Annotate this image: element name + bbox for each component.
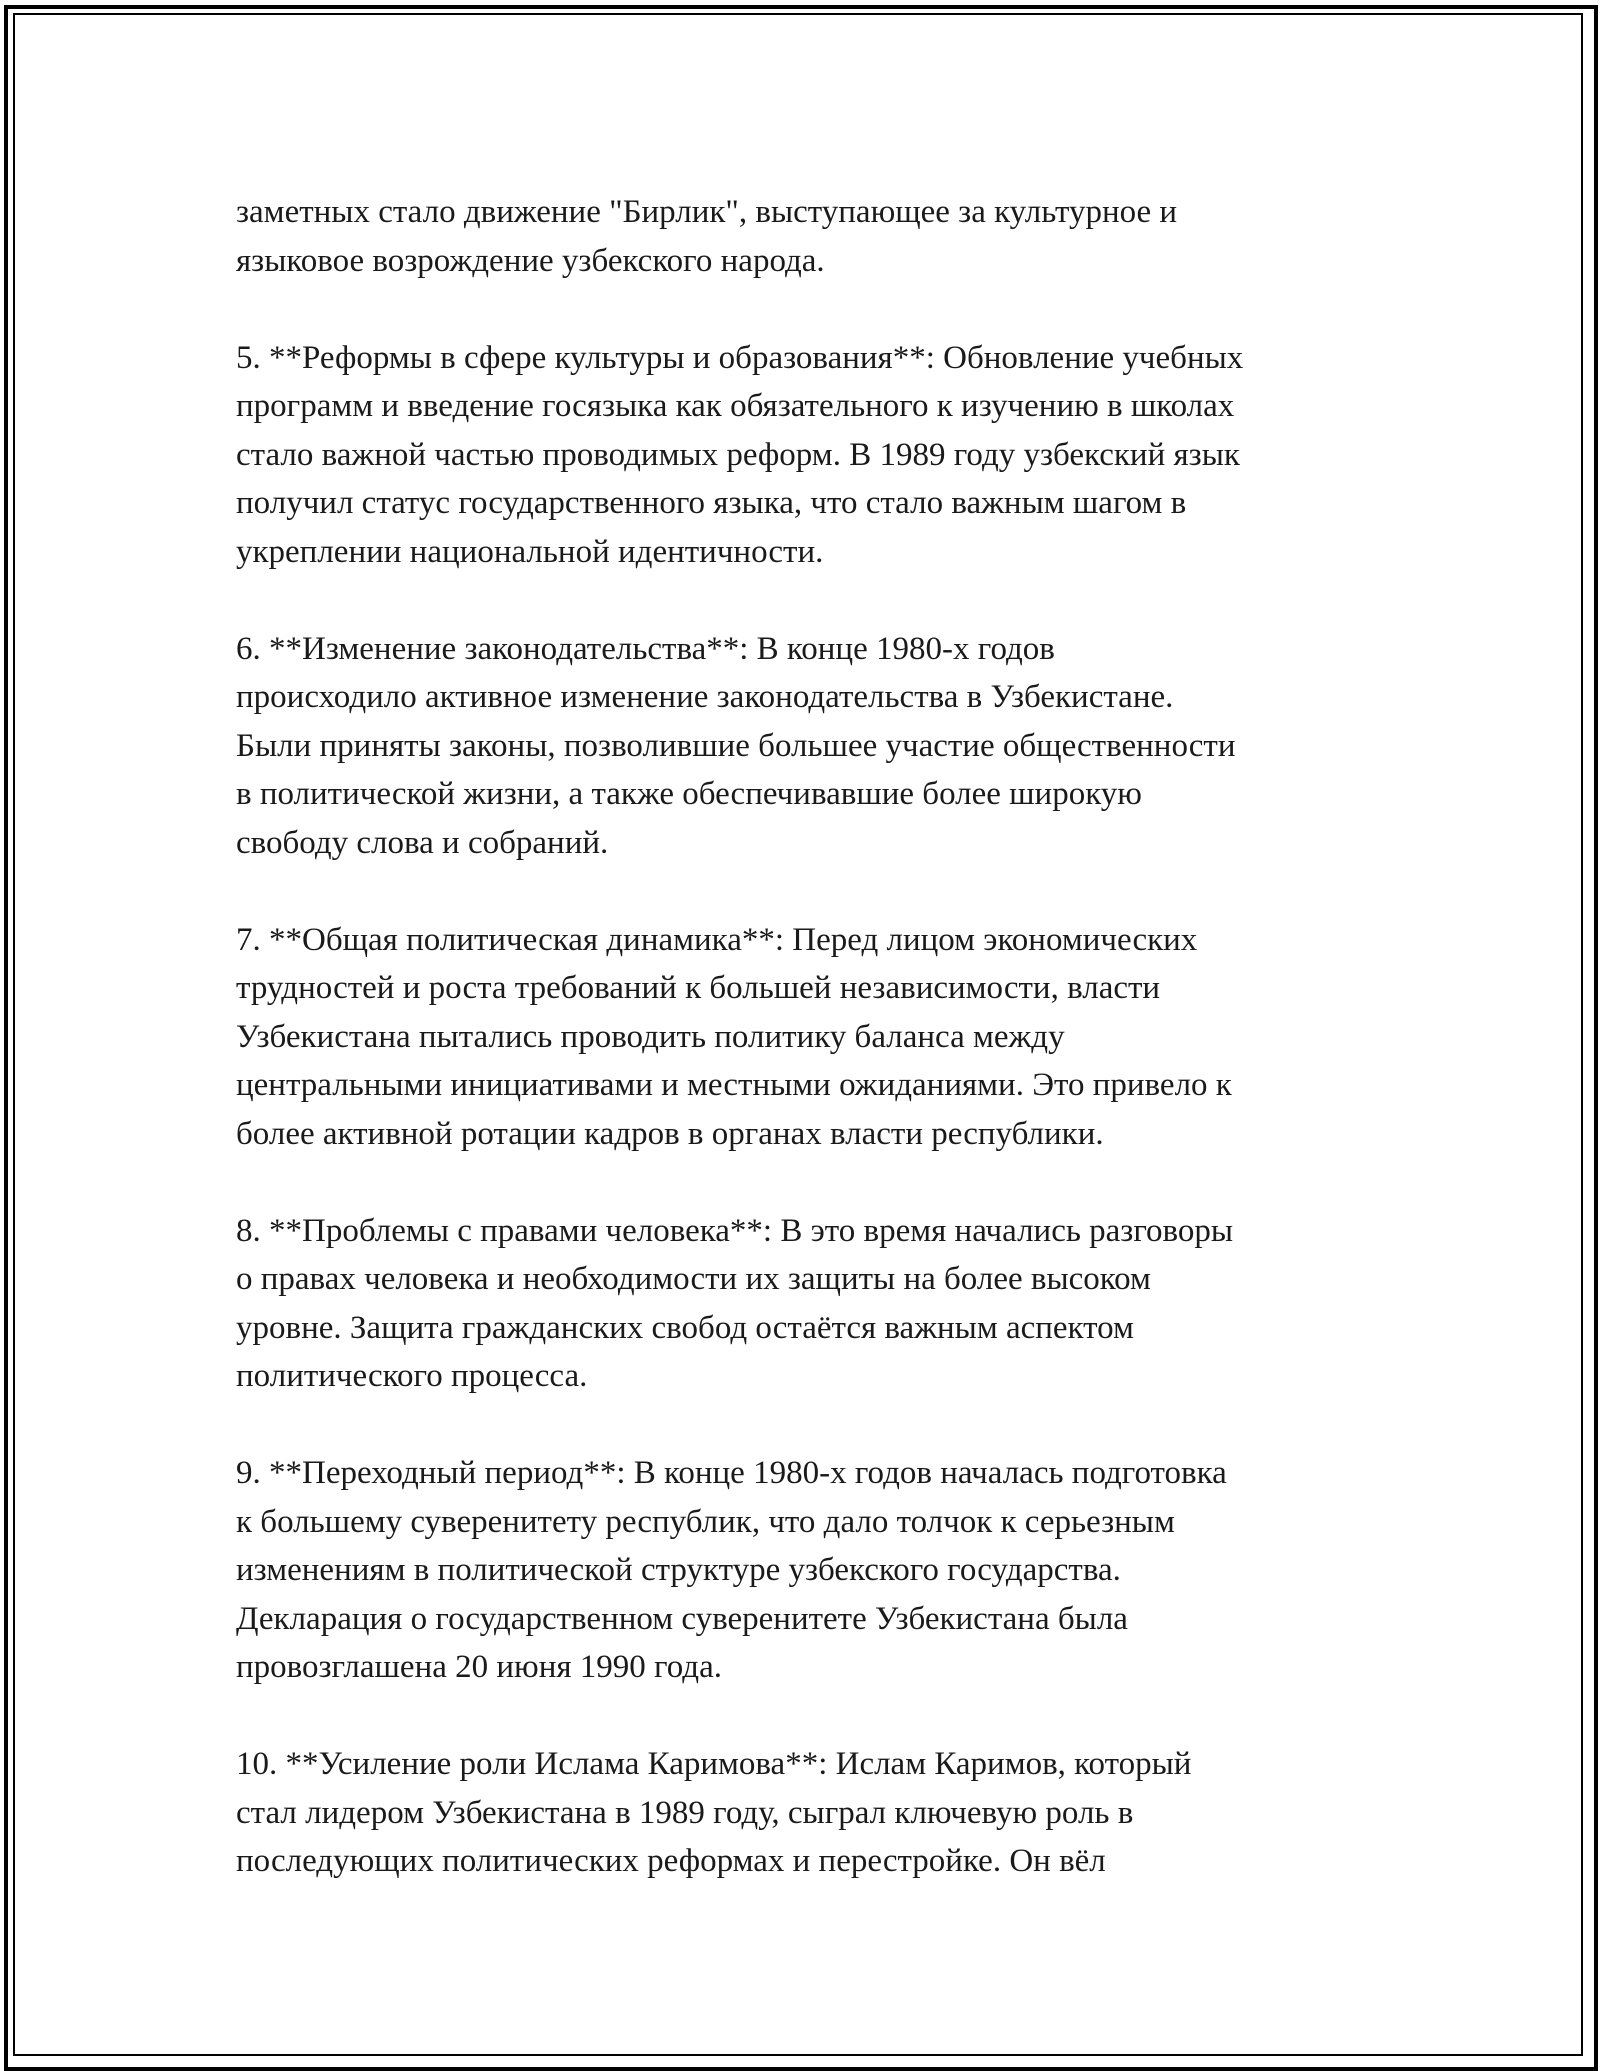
paragraph-birlik-continuation: заметных стало движение "Бирлик", выступающее за культурное и языковое возрождение узбекского народа.: [236, 194, 1178, 279]
paragraph-item-10-karimov-role: 10. **Усиление роли Ислама Каримова**: Ислам Каримов, который стал лидером Узбекистана в 1989 году, сыграл ключевую роль в последующих политических реформах и перестройке. Он вёл: [236, 1746, 1192, 1879]
paragraph-item-5-culture-education-reforms: 5. **Реформы в сфере культуры и образования**: Обновление учебных программ и введение госязыка как обязательного к изучению в школах стало важной частью проводимых реформ. В 1989 году узбекский язык получил статус государственного языка, что стало важным шагом в укреплении национальной идентичности.: [236, 339, 1244, 570]
paragraph-item-7-political-dynamics: 7. **Общая политическая динамика**: Перед лицом экономических трудностей и роста требований к большей независимости, власти Узбекистана пытались проводить политику баланса между центральными инициативами и местными ожиданиями. Это привело к более активной ротации кадров в органах власти республики.: [236, 921, 1232, 1152]
paragraph-item-9-transition-period: 9. **Переходный период**: В конце 1980-х годов началась подготовка к большему суверенитету республик, что дало толчок к серьезным изменениям в политической структуре узбекского государства. Декларация о государственном суверенитете Узбекистана была провозглашена 20 июня 1990 года.: [236, 1455, 1227, 1685]
document-body: [236, 188, 1376, 1934]
paragraph-item-8-human-rights: 8. **Проблемы с правами человека**: В это время начались разговоры о правах человека и необходимости их защиты на более высоком уровне. Защита гражданских свобод остаётся важным аспектом политического процесса.: [236, 1212, 1234, 1394]
paragraph-item-6-legislation-changes: 6. **Изменение законодательства**: В конце 1980-х годов происходило активное изменение законодательства в Узбекистане. Были приняты законы, позволившие большее участие общественности в политической жизни, а также обеспечивавшие более широкую свободу слова и собраний.: [236, 630, 1236, 861]
